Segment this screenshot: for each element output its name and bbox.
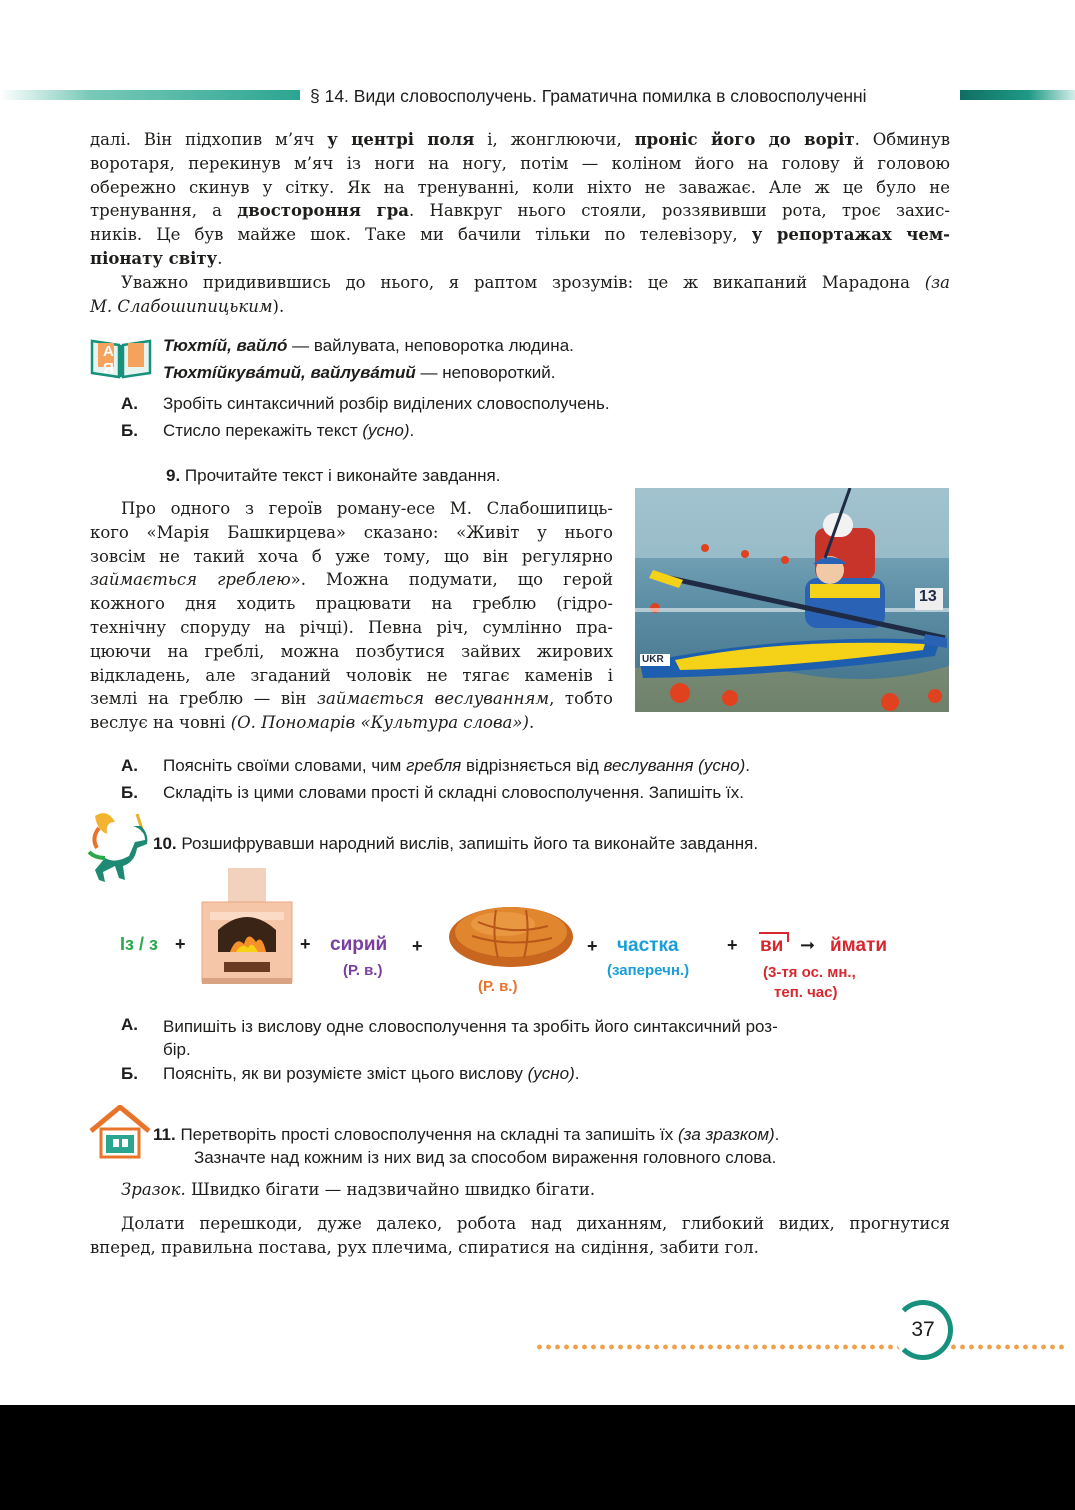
dictionary-entry-2: Тюхтíйкувáтий, вайлувáтий — неповороткий. bbox=[163, 363, 556, 382]
task9-b-text: Складіть із цими словами прості й складні словосполучення. Запишіть їх. bbox=[163, 783, 744, 802]
formula-ymaty: ймати bbox=[830, 935, 888, 956]
header-title: § 14. Види словосполучень. Граматична помилка в словосполученні bbox=[310, 86, 867, 106]
formula-plus-4: + bbox=[587, 936, 598, 956]
task10-b-label: Б. bbox=[121, 1064, 138, 1083]
task11-heading: 11. Перетворіть прості словосполучення на складні та запишіть їх (за зразком). bbox=[153, 1125, 780, 1144]
formula-plus-5: + bbox=[727, 935, 738, 955]
formula-plus-2: + bbox=[300, 934, 311, 954]
footer-dots-decor bbox=[535, 1343, 1065, 1351]
task10-a-text: Випишіть із вислову одне словосполучення та зробіть його синтаксичний роз- бір. bbox=[163, 1017, 778, 1059]
task10-a-label: А. bbox=[121, 1015, 138, 1034]
dictionary-icon-letters: А Я bbox=[103, 343, 123, 377]
formula-verb-note-2: теп. час) bbox=[774, 984, 838, 1001]
task10-heading: 10. Розшифрувавши народний вислів, запишіть його та виконайте завдання. bbox=[153, 834, 759, 853]
task9-a-label: А. bbox=[121, 756, 138, 775]
task11-sample: Зразок. Швидко бігати — надзвичайно швидко бігати. bbox=[121, 1180, 596, 1199]
formula-plus-3: + bbox=[412, 936, 423, 956]
unicorn-icon bbox=[85, 808, 155, 886]
dictionary-entry-1: Тюхтíй, вайлó — вайлувата, неповоротка людина. bbox=[163, 336, 574, 355]
task11-list: Долати перешкоди, дуже далеко, робота над диханням, глибокий видих, прогнутися вперед, правильна постава, рух плечима, спиратися на сидіння, забити гол. bbox=[90, 1214, 950, 1257]
formula-arrow: ➞ bbox=[800, 935, 816, 955]
kayak-photo bbox=[635, 488, 949, 712]
page-number: 37 bbox=[893, 1300, 953, 1360]
task8-b-label: Б. bbox=[121, 421, 138, 440]
formula-particle-note: (заперечн.) bbox=[607, 962, 690, 979]
photo-bib-number: 13 bbox=[919, 588, 937, 605]
formula-start: Із / з bbox=[120, 934, 158, 954]
formula-cheese: сирий bbox=[330, 934, 388, 955]
formula-particle: частка bbox=[617, 935, 679, 956]
photo-ukr-label: UKR bbox=[642, 654, 664, 665]
task11-line2: Зазначте над кожним із них вид за способом вираження головного слова. bbox=[194, 1148, 777, 1167]
formula-verb-note-1: (3-тя ос. мн., bbox=[763, 964, 856, 981]
house-icon bbox=[89, 1105, 151, 1159]
formula-vy: ви bbox=[760, 935, 784, 956]
task8-b-text: Стисло перекажіть текст (усно). bbox=[163, 421, 415, 440]
task9-passage: Про одного з героїв роману-есе М. Слабошипиць- кого «Марія Башкирцева» сказано: «Живіт у нього зовсім не такий хоча б уже тому, що він регулярно займається греблею». Можна подумати, що герой кожного дня ходить працювати на греблю (гідро- технічну споруду на річці). Певна річ, сумлінно пра- цюючи на греблі, можна позбутися зайвих жирових відкладень, але згаданий чоловік не тягає каменів і землі на греблю — він займається веслуванням, тобто веслує на човні (О. Пономарів «Культура слова»). bbox=[90, 499, 614, 733]
task8-a-text: Зробіть синтаксичний розбір виділених словосполучень. bbox=[163, 394, 610, 413]
oven-icon bbox=[200, 868, 294, 984]
task9-b-label: Б. bbox=[121, 783, 138, 802]
dictionary-book-icon bbox=[88, 333, 154, 379]
header-decor-right bbox=[960, 90, 1075, 100]
bread-icon bbox=[448, 902, 574, 968]
task8-a-label: А. bbox=[121, 394, 138, 413]
formula-cheese-case: (Р. в.) bbox=[343, 962, 383, 979]
formula-bread-case: (Р. в.) bbox=[478, 978, 518, 995]
formula-plus-1: + bbox=[175, 934, 186, 954]
header-decor-left bbox=[0, 90, 300, 100]
task10-b-text: Поясніть, як ви розумієте зміст цього вислову (усно). bbox=[163, 1064, 580, 1083]
top-passage: далі. Він підхопив м’яч у центрі поля і, жонглюючи, проніс його до воріт. Обминув воротаря, перекинув м’яч із ноги на ногу, потім — коліном його на голову й головою обережно скинув у сітку. Як на тренуванні, коли ніхто не заважає. Але ж це було не тренування, а двостороння гра. Навкруг нього стояли, роззявивши рота, троє захис- ників. Це був майже шок. Таке ми бачили тільки по телевізору, у репортажах чем- піонату світу. Уважно придивившись до нього, я раптом зрозумів: це ж викапаний Марадона (за М. Слабошипицьким). bbox=[90, 130, 951, 316]
task9-a-text: Поясніть своїми словами, чим гребля відрізняється від веслування (усно). bbox=[163, 756, 751, 775]
task9-heading: 9. Прочитайте текст і виконайте завдання. bbox=[166, 466, 501, 485]
